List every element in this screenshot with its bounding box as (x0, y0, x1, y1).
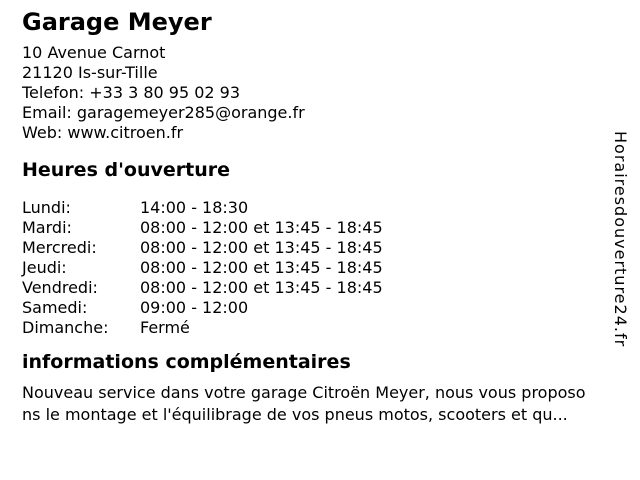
day-label: Lundi: (22, 198, 71, 217)
day-label: Samedi: (22, 298, 88, 317)
day-hours: Fermé (140, 318, 190, 337)
info-text-line: Nouveau service dans votre garage Citroën Meyer, nous vous proposo (22, 383, 586, 402)
hours-table (22, 198, 383, 338)
hours-row-friday (22, 278, 383, 298)
contact-block (22, 43, 305, 143)
day-label: Dimanche: (22, 318, 109, 337)
day-hours: 08:00 - 12:00 et 13:45 - 18:45 (140, 278, 383, 297)
day-label: Mardi: (22, 218, 72, 237)
address-street: 10 Avenue Carnot (22, 43, 166, 62)
email-line: Email: garagemeyer285@orange.fr (22, 103, 305, 122)
hours-row-thursday (22, 258, 383, 278)
hours-row-monday (22, 198, 383, 218)
day-hours: 08:00 - 12:00 et 13:45 - 18:45 (140, 258, 383, 277)
hours-row-wednesday (22, 238, 383, 258)
hours-row-tuesday (22, 218, 383, 238)
day-label: Vendredi: (22, 278, 98, 297)
day-hours: 08:00 - 12:00 et 13:45 - 18:45 (140, 238, 383, 257)
website-line: Web: www.citroen.fr (22, 123, 184, 142)
info-text-line: ns le montage et l'équilibrage de vos pneus motos, scooters et qu... (22, 405, 568, 424)
phone-line: Telefon: +33 3 80 95 02 93 (22, 83, 241, 102)
day-hours: 09:00 - 12:00 (140, 298, 249, 317)
day-hours: 14:00 - 18:30 (140, 198, 249, 217)
opening-hours-heading: Heures d'ouverture (22, 159, 230, 181)
page-title: Garage Meyer (22, 8, 212, 36)
additional-info-heading: informations complémentaires (22, 351, 351, 373)
day-label: Mercredi: (22, 238, 97, 257)
address-city: 21120 Is-sur-Tille (22, 63, 158, 82)
day-label: Jeudi: (22, 258, 67, 277)
hours-row-saturday (22, 298, 383, 318)
watermark-text: Horairesdouverture24.fr (611, 131, 630, 348)
additional-info-text (22, 382, 586, 426)
day-hours: 08:00 - 12:00 et 13:45 - 18:45 (140, 218, 383, 237)
hours-row-sunday (22, 318, 383, 338)
